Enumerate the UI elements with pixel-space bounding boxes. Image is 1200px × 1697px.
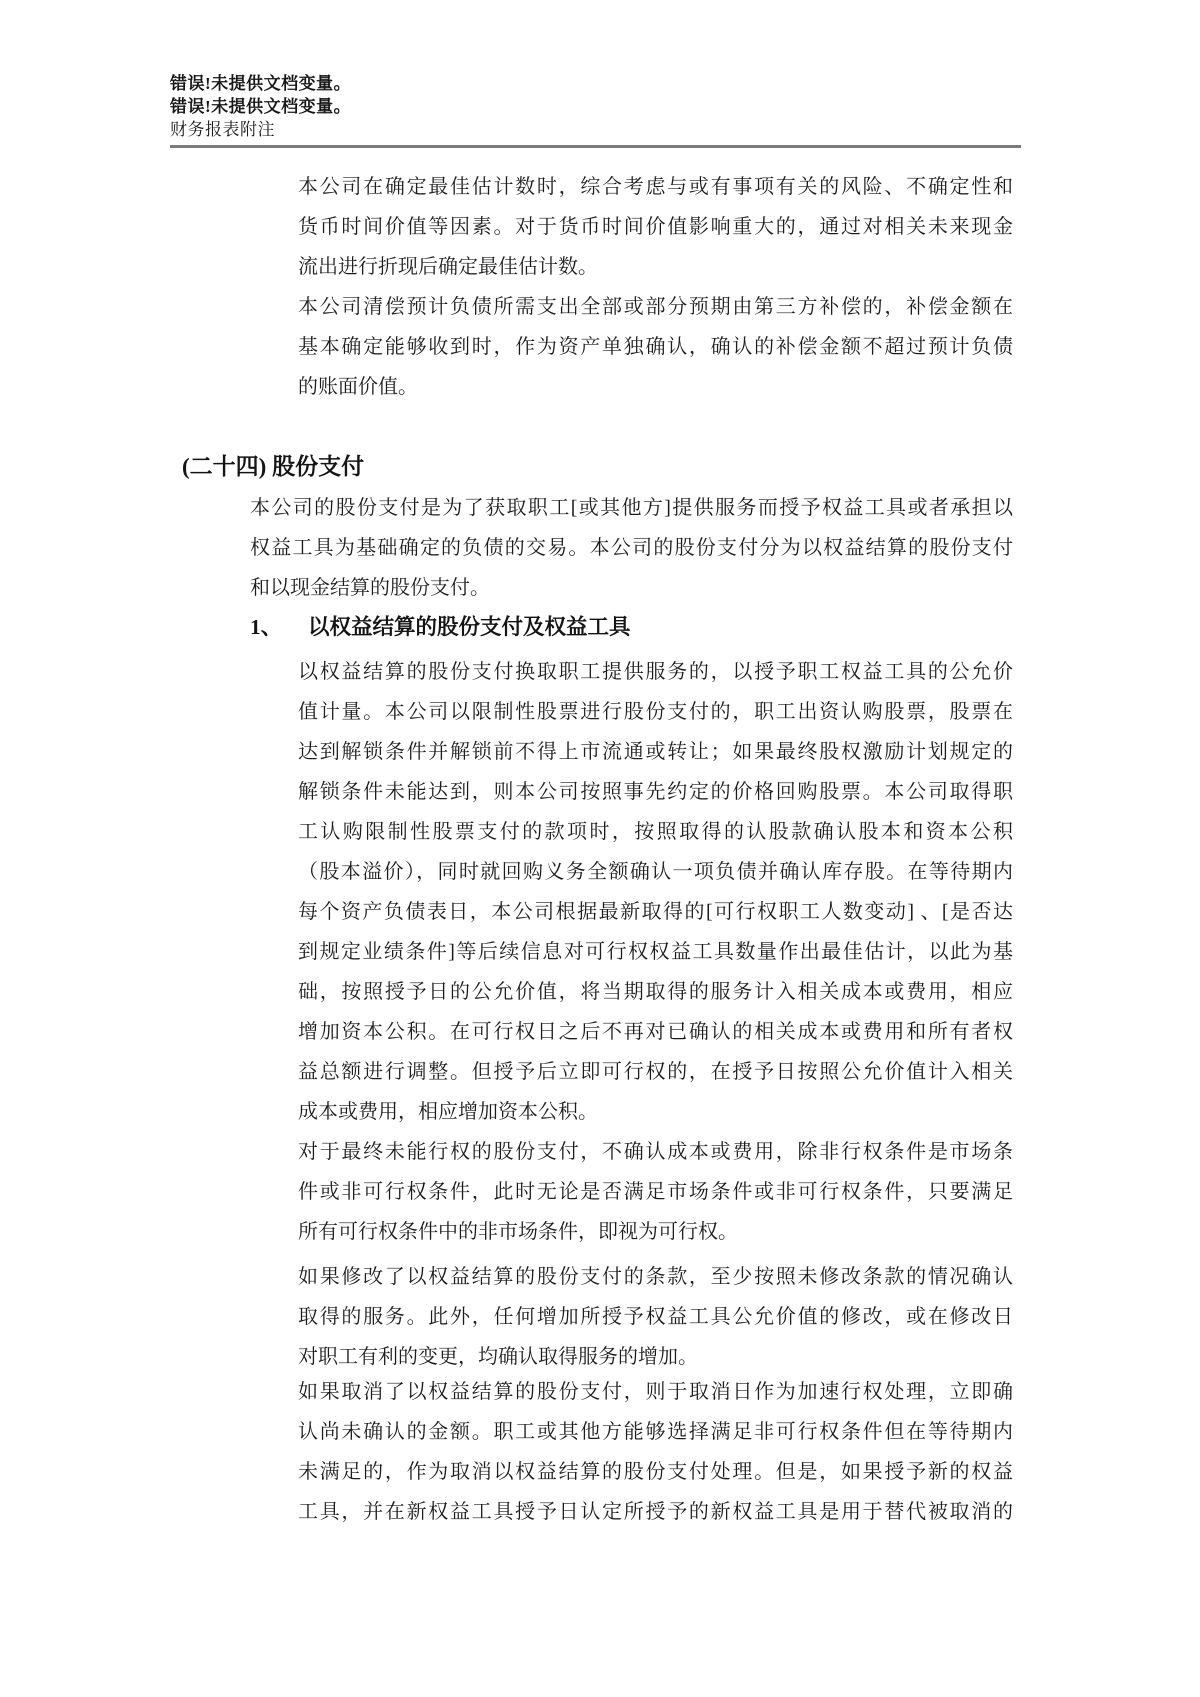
text-line: 取得的服务。此外，任何增加所授予权益工具公允价值的修改，或在修改日 [298,1306,1013,1328]
paragraph-reimbursement [298,287,1013,407]
paragraph-best-estimate [298,167,1013,287]
doc-variable-error-line-1: 错误!未提供文档变量。 [170,74,352,93]
text-line: 益总额进行调整。但授予后立即可行权的，在授予日按照公允价值计入相关 [298,1061,1013,1083]
text-line: 的账面价值。 [298,376,418,398]
paragraph-modification [298,1257,1013,1377]
text-line: 货币时间价值等因素。对于货币时间价值影响重大的，通过对相关未来现金 [298,216,1013,238]
text-line: 解锁条件未能达到，则本公司按照事先约定的价格回购股票。本公司取得职 [298,781,1013,803]
subsection-1-number: 1、 [250,615,283,639]
paragraph-equity-settled [298,652,1013,1132]
text-line: 未满足的，作为取消以权益结算的股份支付处理。但是，如果授予新的权益 [298,1461,1013,1483]
text-line: 值计量。本公司以限制性股票进行股份支付的，职工出资认购股票，股票在 [298,701,1013,723]
text-line: 权益工具为基础确定的负债的交易。本公司的股份支付分为以权益结算的股份支付 [250,537,1013,559]
doc-variable-error-line-2: 错误!未提供文档变量。 [170,97,352,116]
doc-header-subtitle: 财务报表附注 [170,120,275,139]
text-line: 增加资本公积。在可行权日之后不再对已确认的相关成本或费用和所有者权 [298,1021,1013,1043]
text-line: 基本确定能够收到时，作为资产单独确认，确认的补偿金额不超过预计负债 [298,336,1013,358]
text-line: 如果修改了以权益结算的股份支付的条款，至少按照未修改条款的情况确认 [298,1266,1013,1288]
text-line: 工具，并在新权益工具授予日认定所授予的新权益工具是用于替代被取消的 [298,1501,1013,1523]
paragraph-cancellation [298,1372,1013,1532]
text-line: 流出进行折现后确定最佳估计数。 [298,256,598,278]
subsection-1-title: 以权益结算的股份支付及权益工具 [308,615,631,639]
text-line: 本公司清偿预计负债所需支出全部或部分预期由第三方补偿的，补偿金额在 [298,296,1013,318]
text-line: 认尚未确认的金额。职工或其他方能够选择满足非可行权条件但在等待期内 [298,1421,1013,1443]
text-line: 工认购限制性股票支付的款项时，按照取得的认股款确认股本和资本公积 [298,821,1013,843]
text-line: 础，按照授予日的公允价值，将当期取得的服务计入相关成本或费用，相应 [298,981,1013,1003]
text-line: 本公司的股份支付是为了获取职工[或其他方]提供服务而授予权益工具或者承担以 [250,497,1013,519]
text-line: 对于最终未能行权的股份支付，不确认成本或费用，除非行权条件是市场条 [298,1141,1013,1163]
text-line: 本公司在确定最佳估计数时，综合考虑与或有事项有关的风险、不确定性和 [298,176,1013,198]
text-line: 和以现金结算的股份支付。 [250,577,490,599]
subsection-1-heading [250,607,631,647]
text-line: 件或非可行权条件，此时无论是否满足市场条件或非可行权条件，只要满足 [298,1181,1013,1203]
text-line: 如果取消了以权益结算的股份支付，则于取消日作为加速行权处理，立即确 [298,1381,1013,1403]
paragraph-section24-intro [250,488,1013,608]
paragraph-non-vesting [298,1132,1013,1252]
text-line: 以权益结算的股份支付换取职工提供服务的，以授予职工权益工具的公允价 [298,661,1013,683]
text-line: 每个资产负债表日，本公司根据最新取得的[可行权职工人数变动] 、[是否达 [298,901,1013,923]
text-line: 达到解锁条件并解锁前不得上市流通或转让；如果最终股权激励计划规定的 [298,741,1013,763]
document-header [170,72,1021,141]
text-line: 所有可行权条件中的非市场条件，即视为可行权。 [298,1221,738,1243]
text-line: （股本溢价），同时就回购义务全额确认一项负债并确认库存股。在等待期内 [298,861,1013,883]
section-24-heading: (二十四) 股份支付 [182,454,365,479]
header-divider-rule [170,145,1021,148]
text-line: 成本或费用，相应增加资本公积。 [298,1101,598,1123]
text-line: 到规定业绩条件]等后续信息对可行权权益工具数量作出最佳估计，以此为基 [298,941,1013,963]
text-line: 对职工有利的变更，均确认取得服务的增加。 [298,1346,698,1368]
